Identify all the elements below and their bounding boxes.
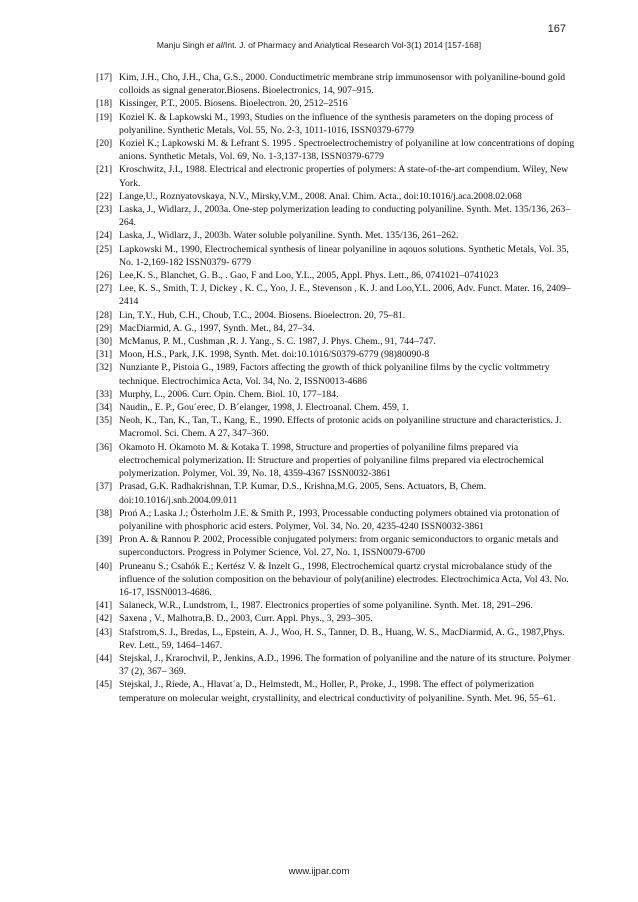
page-number: 167	[547, 23, 566, 35]
reference-text: Lee, K. S., Smith, T. J, Dickey , K. C., Yoo, J. E., Stevenson , K. J. and Loo,Y.L. 2006, Adv. Funct. Mater. 16, 2409–2414	[119, 283, 571, 308]
reference-item	[96, 111, 576, 137]
reference-number: [26]	[96, 270, 113, 282]
reference-text: Prasad, G.K. Radhakrishnan, T.P. Kumar, D.S., Krishna,M.G. 2005, Sens. Actuators, B, Chem. doi:10.1016/j.snb.2004.09.011	[119, 481, 487, 506]
reference-item	[96, 282, 576, 308]
reference-item	[96, 388, 576, 401]
reference-item	[96, 322, 576, 335]
reference-number: [44]	[96, 652, 113, 664]
reference-item	[96, 612, 576, 625]
reference-number: [29]	[96, 322, 113, 334]
reference-number: [22]	[96, 190, 113, 202]
reference-number: [28]	[96, 309, 113, 321]
reference-item	[96, 348, 576, 361]
reference-item	[96, 626, 576, 652]
reference-text: Lin, T.Y., Hub, C.H., Choub, T.C., 2004. Biosens. Bioelectron. 20, 75–81.	[119, 309, 406, 321]
reference-number: [21]	[96, 164, 113, 176]
reference-text: Koziel K.; Lapkowski M. & Lefrant S. 1995 . Spectroelectrochemistry of polyaniline at low concentrations of doping anions. Synthetic Metals, Vol. 69, No. 1-3,137-138, ISSN0379-6779	[119, 138, 575, 163]
reference-item	[96, 361, 576, 387]
reference-text: Murphy, L., 2006. Curr. Opin. Chem. Biol. 10, 177–184.	[119, 388, 339, 400]
reference-text: McManus, P. M., Cushman ,R. J. Yang., S. C. 1987, J. Phys. Chem., 91, 744–747.	[119, 336, 436, 348]
reference-item	[96, 560, 576, 600]
reference-list	[96, 71, 576, 705]
reference-item	[96, 599, 576, 612]
reference-number: [25]	[96, 243, 113, 255]
reference-text: Proń A.; Laska J.; Österholm J.E. & Smith P., 1993, Processable conducting polymers obtained via protonation of polyaniline with phosphoric acid esters. Polymer, Vol. 34, No. 20, 4235-4240 ISSN0032-3861	[119, 507, 560, 532]
header-journal: /Int. J. of Pharmacy and Analytical Research Vol-3(1) 2014 [157-168]	[222, 40, 482, 50]
reference-text: Koziel K. & Lapkowski M., 1993, Studies on the influence of the synthesis parameters on the doping process of polyaniline. Synthetic Metals, Vol. 55, No. 2-3, 1011-1016, ISSN0379-6779	[119, 111, 554, 136]
reference-text: Lange,U., Roznyatovskaya, N.V., Mirsky,V.M., 2008. Anal. Chim. Acta., doi:10.1016/j.aca.2008.02.068	[119, 190, 522, 202]
reference-text: Kim, J.H., Cho, J.H., Cha, G.S., 2000. Conductimetric membrane strip immunosensor with polyaniline-bound gold colloids as signal generator.Biosens. Bioelectronics, 14, 907–915.	[119, 72, 566, 97]
reference-number: [34]	[96, 402, 113, 414]
reference-number: [43]	[96, 626, 113, 638]
reference-number: [45]	[96, 679, 113, 691]
reference-number: [30]	[96, 336, 113, 348]
reference-number: [42]	[96, 613, 113, 625]
reference-number: [36]	[96, 441, 113, 453]
header-authors: Manju Singh	[156, 40, 205, 50]
reference-item	[96, 229, 576, 242]
reference-item	[96, 652, 576, 678]
reference-item	[96, 507, 576, 533]
reference-item	[96, 137, 576, 163]
reference-item	[96, 335, 576, 348]
reference-item	[96, 678, 576, 704]
reference-text: Pron A. & Rannou P. 2002, Processible conjugated polymers: from organic semiconductors to organic metals and superconductors. Progress in Polymer Science, Vol. 27, No. 1, ISSN0079-6700	[119, 534, 559, 559]
reference-item	[96, 71, 576, 97]
reference-text: Okamoto H. Okamoto M. & Kotaka T. 1998, Structure and properties of polyaniline films prepared via electrochemical polymerization. II: Structure and properties of polyaniline films prepared via electrochemical polymerization. Polymer, Vol. 39, No. 18, 4359-4367 ISSN0032-3861	[119, 441, 544, 480]
reference-number: [24]	[96, 230, 113, 242]
reference-text: Kissinger, P.T., 2005. Biosens. Bioelectron. 20, 2512–2516	[119, 98, 348, 110]
reference-item	[96, 480, 576, 506]
reference-text: Kroschwitz, J.I., 1988. Electrical and electronic properties of polymers: A state-of-the-art compendium. Wiley, New York.	[119, 164, 569, 189]
reference-number: [19]	[96, 111, 113, 123]
reference-number: [17]	[96, 72, 113, 83]
reference-number: [37]	[96, 481, 113, 493]
reference-text: Stejskal, J., Riede, A., Hlavat´a, D., Helmstedt, M., Holler, P., Proke, J., 1998. The effect of polymerization temperature on molecular weight, crystallinity, and electrical conductivity of polyaniline. Synth. Met. 96, 55–61.	[119, 679, 556, 704]
reference-item	[96, 533, 576, 559]
reference-item	[96, 163, 576, 189]
reference-number: [41]	[96, 600, 113, 612]
reference-text: Lee,K. S., Blanchet, G. B., . Gao, F and Loo, Y.L., 2005, Appl. Phys. Lett., 86, 0741021–0741023	[119, 270, 499, 282]
reference-number: [27]	[96, 283, 113, 295]
reference-number: [18]	[96, 98, 113, 110]
reference-number: [38]	[96, 507, 113, 519]
reference-item	[96, 441, 576, 481]
reference-item	[96, 97, 576, 110]
reference-text: Stejskal, J., Krarochvil, P., Jenkins, A.D., 1996. The formation of polyaniline and the nature of its structure. Polymer 37 (2), 367– 369.	[119, 652, 571, 678]
reference-text: Moon, H.S., Park, J.K. 1998, Synth. Met. doi:10.1016/S0379-6779 (98)80090-8	[119, 349, 430, 361]
reference-item	[96, 243, 576, 269]
running-header	[0, 40, 638, 50]
reference-text: Nunziante P., Pistoia G., 1989, Factors affecting the growth of thick polyaniline films by the cyclic voltmmetry technique. Electrochimica Acta, Vol. 34, No. 2, ISSN0013-4686	[119, 362, 550, 387]
reference-text: Saxena , V., Malhotra,B. D., 2003, Curr. Appl. Phys., 3, 293–305.	[119, 613, 373, 625]
reference-item	[96, 190, 576, 203]
footer-url[interactable]: www.ijpar.com	[288, 866, 350, 877]
reference-item	[96, 309, 576, 322]
reference-number: [20]	[96, 138, 113, 150]
reference-number: [35]	[96, 415, 113, 427]
reference-text: Laska, J., Widlarz, J., 2003b. Water soluble polyaniline. Synth. Met. 135/136, 261–262.	[119, 230, 459, 242]
reference-number: [32]	[96, 362, 113, 374]
reference-text: Neoh, K., Tan, K., Tan, T., Kang, E., 1990. Effects of protonic acids on polyaniline structure and characteristics. J. Macromol. Sci. Chem. A 27, 347–360.	[119, 415, 562, 440]
reference-text: Salaneck, W.R., Lundstrom, I., 1987. Electronics properties of some polyaniline. Synth. Met. 18, 291–296.	[119, 600, 533, 612]
reference-item	[96, 401, 576, 414]
reference-text: MacDiarmid, A. G., 1997, Synth. Met., 84, 27–34.	[119, 322, 315, 334]
reference-number: [39]	[96, 534, 113, 546]
reference-text: Lapkowski M., 1990, Electrochemical synthesis of linear polyaniline in aqouos solutions. Synthetic Metals, Vol. 35, No. 1-2,169-182 ISSN0379- 6779	[119, 243, 569, 268]
reference-number: [33]	[96, 388, 113, 400]
reference-item	[96, 203, 576, 229]
reference-text: Laska, J., Widlarz, J., 2003a. One-step polymerization leading to conducting polyaniline. Synth. Met. 135/136, 263–264.	[119, 204, 571, 229]
reference-number: [23]	[96, 204, 113, 216]
header-etal: et al	[206, 40, 223, 50]
reference-text: Stafstrom,S. J., Bredas, L., Epstein, A. J., Woo, H. S., Tanner, D. B., Huang, W. S., MacDiarmid, A. G., 1987,Phys. Rev. Lett., 59, 1464–1467.	[119, 626, 565, 651]
reference-text: Naudin,, E. P., Gou´erec, D. B´elanger, 1998, J. Electroanal. Chem. 459, 1.	[119, 402, 409, 414]
reference-text: Pruneanu S.; Csahók E.; Kertész V. & Inzelt G., 1998, Electrochemical quartz crystal microbalance study of the influence of the solution composition on the behaviour of poly(aniline) electrodes. Electrochimica Acta, Vol 43. No. 16-17, ISSN0013-4686.	[119, 560, 569, 598]
reference-number: [31]	[96, 349, 113, 361]
reference-number: [40]	[96, 560, 113, 572]
reference-item	[96, 269, 576, 282]
reference-item	[96, 414, 576, 440]
